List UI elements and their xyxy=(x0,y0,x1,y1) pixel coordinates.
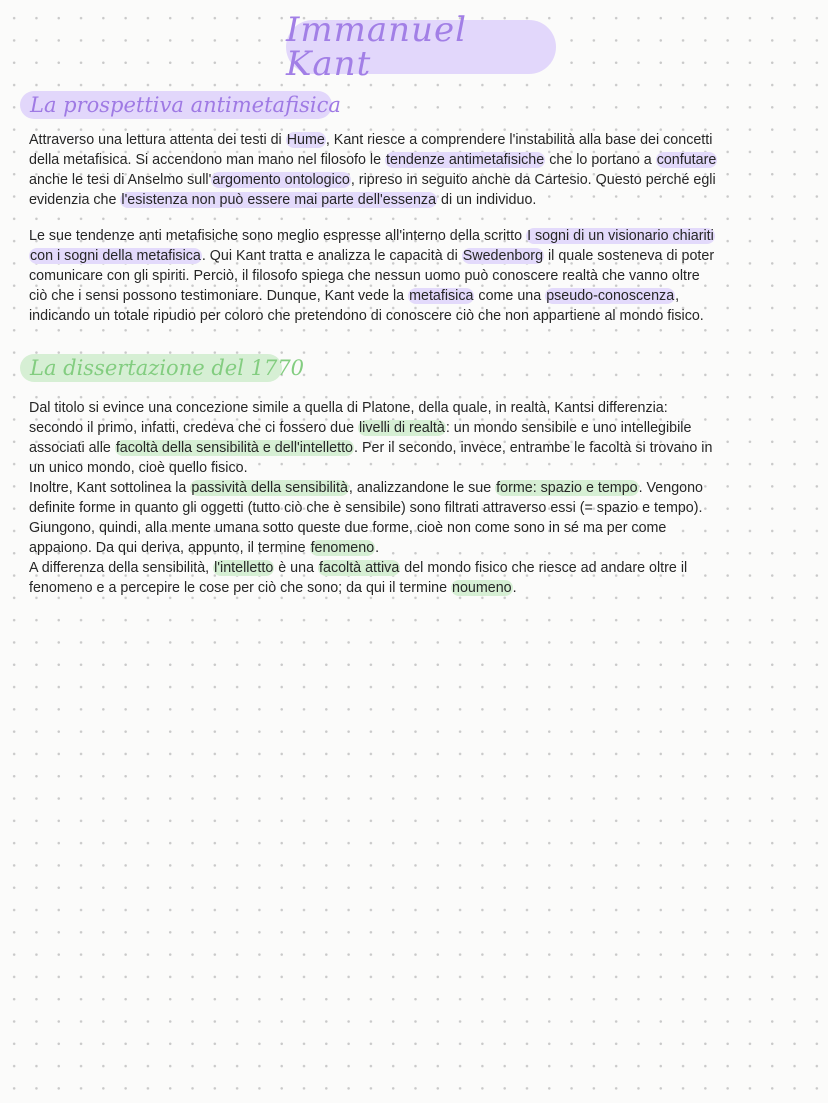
text-line: fenomeno e a percepire le cose per ciò che sono; da qui il termine noumeno. xyxy=(29,580,517,596)
text-line: Le sue tendenze anti metafisiche sono meglio espresse all'interno della scritto I sogni di un visionario chiariti xyxy=(29,228,714,244)
highlight-swedenborg: Swedenborg xyxy=(462,248,544,264)
highlight-tendenze: tendenze antimetafisiche xyxy=(386,152,545,168)
highlight-sogni: I sogni di un visionario chiariti xyxy=(527,228,714,244)
highlight-noumeno: noumeno xyxy=(452,580,512,596)
text-line: A differenza della sensibilità, l'intelletto è una facoltà attiva del mondo fisico che riesce ad andare oltre il xyxy=(29,560,688,576)
highlight-facolta-attiva: facoltà attiva xyxy=(319,560,400,576)
text-line: definite forme in quanto gli oggetti (tutto ciò che è sensibile) sono filtrati attraverso essi (= spazio e tempo). xyxy=(29,500,703,516)
text-line: comunicare con gli spiriti. Perciò, il filosofo spiega che nessun uomo può conoscere realtà che vanno oltre xyxy=(29,268,700,284)
highlight-passivita: passività della sensibilità xyxy=(191,480,348,496)
text-line: un unico mondo, cioè quello fisico. xyxy=(29,460,248,476)
text-line: Giungono, quindi, alla mente umana sotto queste due forme, cioè non come sono in sé ma per come xyxy=(29,520,667,536)
text-line: indicando un totale ripudio per coloro che pretendono di conoscere ciò che non appartiene al mondo fisico. xyxy=(29,308,704,324)
text-line: ciò che i sensi possono testimoniare. Dunque, Kant vede la metafisica come una pseudo-conoscenza, xyxy=(29,288,680,304)
highlight-sogni-cont: con i sogni della metafisica xyxy=(30,248,201,264)
text-line: associati alle facoltà della sensibilità e dell'intelletto. Per il secondo, invece, entrambe le facoltà si trovano in xyxy=(29,440,713,456)
section-heading-antimetafisica: La prospettiva antimetafisica xyxy=(20,91,332,119)
paragraph-dissertazione xyxy=(29,398,805,598)
title-banner xyxy=(286,10,556,84)
text-line: Attraverso una lettura attenta dei testi di Hume, Kant riesce a comprendere l'instabilità alla base dei concetti xyxy=(29,132,713,148)
highlight-pseudo: pseudo-conoscenza xyxy=(546,288,675,304)
highlight-facolta: facoltà della sensibilità e dell'intelletto xyxy=(115,440,354,456)
highlight-forme: forme: spazio e tempo xyxy=(496,480,638,496)
text-line: appaiono. Da qui deriva, appunto, il termine fenomeno. xyxy=(29,540,380,556)
text-line: anche le tesi di Anselmo sull'argomento ontologico, ripreso in seguito anche da Cartesio. Questo perché egli xyxy=(29,172,716,188)
highlight-livelli: livelli di realtà xyxy=(359,420,445,436)
text-line: Dal titolo si evince una concezione simile a quella di Platone, della quale, in realtà, Kantsi differenzia: xyxy=(29,400,668,416)
text-line: Inoltre, Kant sottolinea la passività della sensibilità, analizzandone le sue forme: spazio e tempo. Vengono xyxy=(29,480,704,496)
highlight-esistenza: l'esistenza non può essere mai parte dell'essenza xyxy=(121,192,437,208)
highlight-confutare: confutare xyxy=(656,152,717,168)
highlight-metafisica: metafisica xyxy=(409,288,474,304)
text-line: evidenzia che l'esistenza non può essere mai parte dell'essenza di un individuo. xyxy=(29,192,537,208)
page-title: Immanuel Kant xyxy=(286,10,467,84)
section-heading-dissertazione: La dissertazione del 1770 xyxy=(20,354,282,382)
highlight-fenomeno: fenomeno xyxy=(310,540,375,556)
highlight-argomento: argomento ontologico xyxy=(212,172,350,188)
paragraph-antimetafisica-1 xyxy=(29,130,805,210)
highlight-hume: Hume xyxy=(286,132,325,148)
text-line: della metafisica. Si accendono man mano nel filosofo le tendenze antimetafisiche che lo portano a confutare xyxy=(29,152,717,168)
highlight-intelletto: l'intelletto xyxy=(214,560,274,576)
paragraph-antimetafisica-2 xyxy=(29,226,805,326)
text-line: secondo il primo, infatti, credeva che ci fossero due livelli di realtà: un mondo sensibile e uno intellegibile xyxy=(29,420,692,436)
text-line: con i sogni della metafisica. Qui Kant tratta e analizza le capacità di Swedenborg il quale sosteneva di poter xyxy=(30,248,715,264)
